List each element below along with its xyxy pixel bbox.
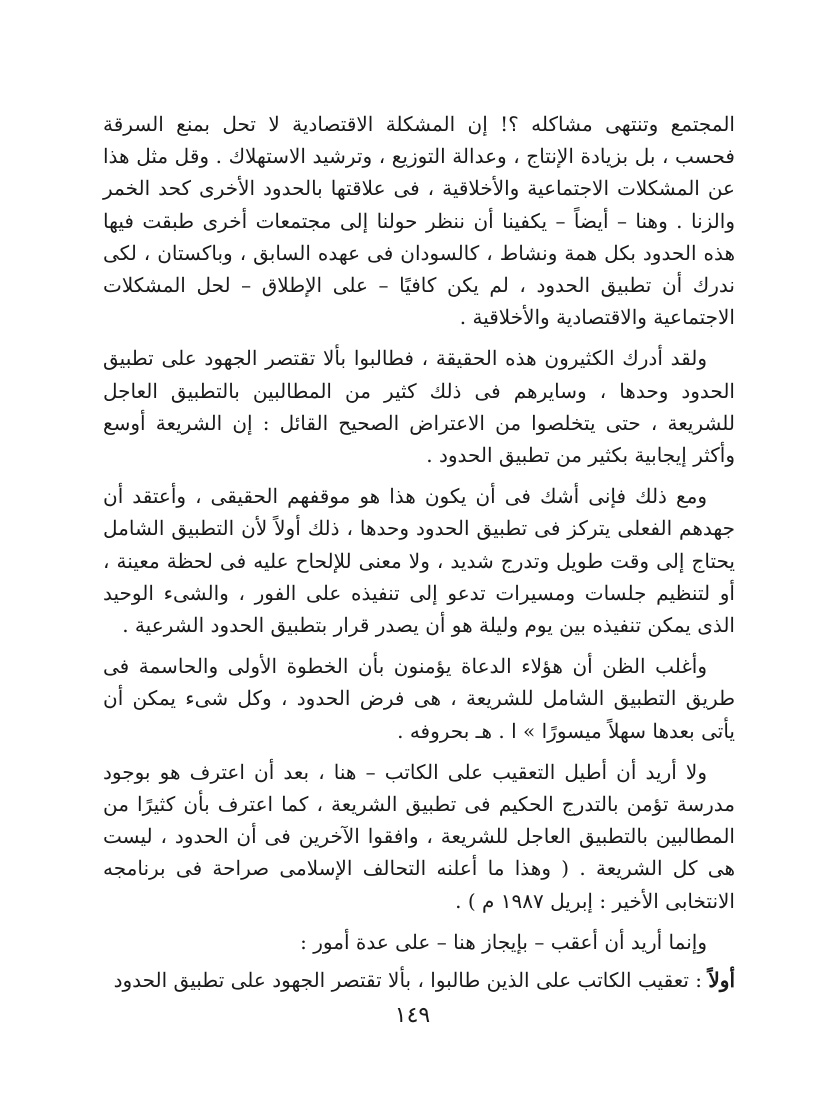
paragraph-4: وأغلب الظن أن هؤلاء الدعاة يؤمنون بأن الخطوة الأولى والحاسمة فى طريق التطبيق الشامل للشريعة ، هى فرض الحدود ، وكل شىء يمكن أن يأتى بعدها سهلاً ميسورًا » ا . هـ بحروفه . [103, 654, 735, 743]
point-one-text: : تعقيب الكاتب على الذين طالبوا ، بألا تقتصر الجهود على تطبيق الحدود [113, 968, 709, 993]
paragraph-2: ولقد أدرك الكثيرون هذه الحقيقة ، فطالبوا بألا تقتصر الجهود على تطبيق الحدود وحدها ، وسايرهم فى ذلك كثير من المطالبين بالتطبيق العاجل للشريعة ، حتى يتخلصوا من الاعتراض الصحيح القائل : إن الشريعة أوسع وأكثر إيجابية بكثير من تطبيق الحدود . [103, 346, 735, 468]
point-one-label: أولاً [708, 968, 735, 993]
paragraph-3: ومع ذلك فإنى أشك فى أن يكون هذا هو موقفهم الحقيقى ، وأعتقد أن جهدهم الفعلى يتركز فى تطبيق الحدود وحدها ، ذلك أولاً لأن التطبيق الشامل يحتاج إلى وقت طويل وتدرج شديد ، ولا معنى للإلحاح عليه فى لحظة معينة ، أو لتنظيم جلسات ومسيرات تدعو إلى تنفيذه على الفور ، والشىء الوحيد الذى يمكن تنفيذه بين يوم وليلة هو أن يصدر قرار بتطبيق الحدود الشرعية . [103, 484, 735, 638]
point-one [103, 964, 735, 996]
paragraph-1: المجتمع وتنتهى مشاكله ؟! إن المشكلة الاقتصادية لا تحل بمنع السرقة فحسب ، بل بزيادة الإنتاج ، وعدالة التوزيع ، وترشيد الاستهلاك . وقل مثل هذا عن المشكلات الاجتماعية والأخلاقية ، فى علاقتها بالحدود الأخرى كحد الخمر والزنا . وهنا – أيضاً – يكفينا أن ننظر حولنا إلى مجتمعات أخرى طبقت فيها هذه الحدود بكل همة ونشاط ، كالسودان فى عهده السابق ، وباكستان ، لكى ندرك أن تطبيق الحدود ، لم يكن كافيًا – على الإطلاق – لحل المشكلات الاجتماعية والاقتصادية والأخلاقية . [103, 112, 735, 330]
page-number: ١٤٩ [394, 1003, 431, 1028]
paragraph-5: ولا أريد أن أطيل التعقيب على الكاتب – هنا ، بعد أن اعترف هو بوجود مدرسة تؤمن بالتدرج الحكيم فى تطبيق الشريعة ، كما اعترف بأن كثيرًا من المطالبين بالتطبيق العاجل للشريعة ، وافقوا الآخرين فى أن الحدود ، ليست هى كل الشريعة . ( وهذا ما أعلنه التحالف الإسلامى صراحة فى برنامجه الانتخابى الأخير : إبريل ١٩٨٧ م ) . [103, 759, 735, 913]
body-text [103, 108, 735, 1005]
paragraph-6: وإنما أريد أن أعقب – بإيجاز هنا – على عدة أمور : [300, 929, 707, 954]
